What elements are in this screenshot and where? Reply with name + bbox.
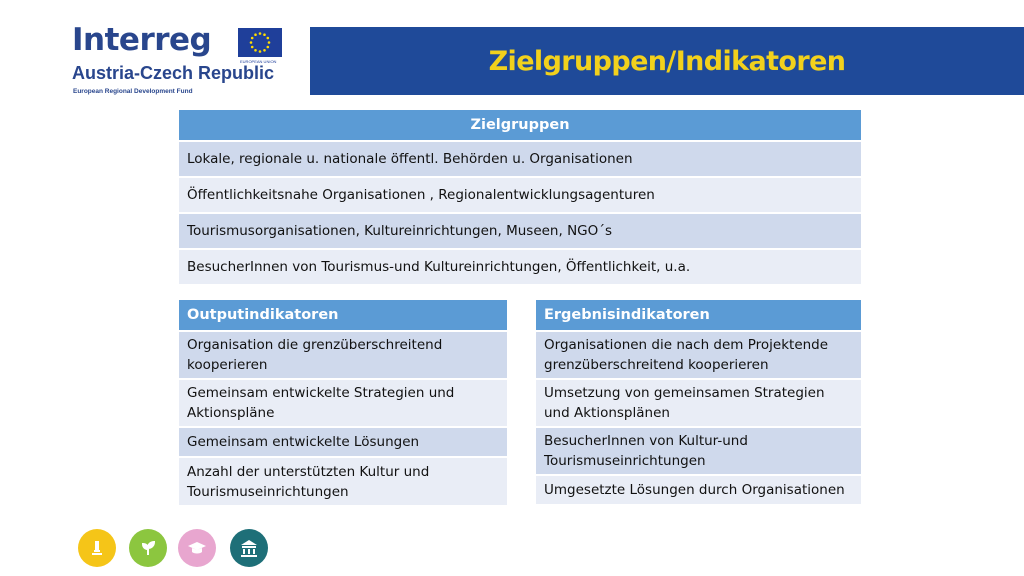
research-icon bbox=[78, 529, 116, 567]
table-row: BesucherInnen von Kultur-und Tourismuseinrichtungen bbox=[536, 426, 861, 474]
table-row: Gemeinsam entwickelte Strategien und Aktionspläne bbox=[179, 378, 507, 426]
table-row: Anzahl der unterstützten Kultur und Tourismuseinrichtungen bbox=[179, 456, 507, 505]
title-banner bbox=[310, 27, 1024, 95]
interreg-logo bbox=[72, 22, 287, 98]
eu-flag-icon bbox=[238, 28, 282, 57]
table-row: Umsetzung von gemeinsamen Strategien und Aktionsplänen bbox=[536, 378, 861, 426]
table-row: Tourismusorganisationen, Kultureinrichtungen, Museen, NGO´s bbox=[179, 212, 861, 248]
logo-brand: Interreg bbox=[72, 22, 212, 58]
table-row: Umgesetzte Lösungen durch Organisationen bbox=[536, 474, 861, 504]
output-indicators-table bbox=[179, 300, 507, 505]
table-row: Gemeinsam entwickelte Lösungen bbox=[179, 426, 507, 456]
table-row: BesucherInnen von Tourismus-und Kultureinrichtungen, Öffentlichkeit, u.a. bbox=[179, 248, 861, 284]
graduation-icon bbox=[178, 529, 216, 567]
table-row: Organisation die grenzüberschreitend kooperieren bbox=[179, 330, 507, 378]
logo-fund: European Regional Development Fund bbox=[73, 88, 193, 95]
table-row: Öffentlichkeitsnahe Organisationen , Regionalentwicklungsagenturen bbox=[179, 176, 861, 212]
logo-program: Austria-Czech Republic bbox=[72, 63, 275, 83]
page-title: Zielgruppen/Indikatoren bbox=[488, 45, 846, 77]
table-row: Organisationen die nach dem Projektende grenzüberschreitend kooperieren bbox=[536, 330, 861, 378]
sprout-icon bbox=[129, 529, 167, 567]
table-row: Lokale, regionale u. nationale öffentl. Behörden u. Organisationen bbox=[179, 140, 861, 176]
result-indicators-table bbox=[536, 300, 861, 504]
zielgruppen-header: Zielgruppen bbox=[179, 110, 861, 140]
eu-caption: EUROPEAN UNION bbox=[240, 59, 277, 64]
zielgruppen-table bbox=[179, 110, 861, 284]
building-icon bbox=[230, 529, 268, 567]
ergebnis-header: Ergebnisindikatoren bbox=[536, 300, 861, 330]
output-header: Outputindikatoren bbox=[179, 300, 507, 330]
